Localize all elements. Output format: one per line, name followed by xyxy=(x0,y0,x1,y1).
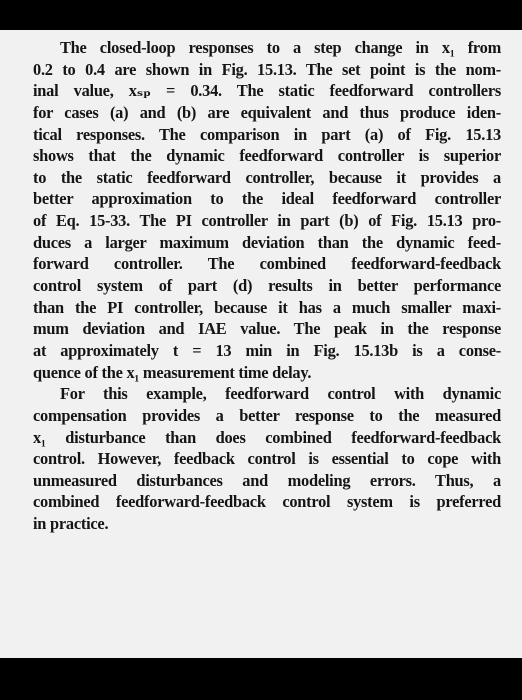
body-text xyxy=(33,37,501,535)
text-line: tical responses. The comparison in part (a) of Fig. 15.13 xyxy=(33,124,501,144)
text-line: of Eq. 15-33. The PI controller in part (b) of Fig. 15.13 pro- xyxy=(33,211,501,231)
text-line: better approximation to the ideal feedforward controller xyxy=(33,189,501,209)
text-line: combined feedforward-feedback control system is preferred xyxy=(33,492,501,512)
paragraph-2 xyxy=(33,383,501,534)
text-line: compensation provides a better response to the measured xyxy=(33,405,501,425)
text-line: control. However, feedback control is essential to cope with xyxy=(33,449,501,469)
text-line: quence of the x₁ measurement time delay. xyxy=(33,362,312,382)
text-line: for cases (a) and (b) are equivalent and thus produce iden- xyxy=(33,102,501,122)
page-scan xyxy=(0,30,522,658)
text-line: in practice. xyxy=(33,514,109,534)
bottom-black-border xyxy=(0,658,522,700)
text-line: duces a larger maximum deviation than the dynamic feed- xyxy=(33,232,501,252)
text-line: mum deviation and IAE value. The peak in the response xyxy=(33,319,501,339)
text-line: forward controller. The combined feedforward-feedback xyxy=(33,254,501,274)
text-line: to the static feedforward controller, because it provides a xyxy=(33,167,501,187)
text-line: x₁ disturbance than does combined feedforward-feedback xyxy=(33,427,501,447)
text-line: The closed-loop responses to a step change in x₁ from xyxy=(60,38,501,57)
text-line: than the PI controller, because it has a much smaller maxi- xyxy=(33,297,501,317)
top-black-border xyxy=(0,0,522,30)
text-line: shows that the dynamic feedforward controller is superior xyxy=(33,146,501,166)
text-line: For this example, feedforward control with dynamic xyxy=(60,384,501,404)
paragraph-1 xyxy=(33,37,501,383)
text-line: 0.2 to 0.4 are shown in Fig. 15.13. The set point is the nom- xyxy=(33,59,501,79)
text-line: control system of part (d) results in better performance xyxy=(33,276,501,296)
text-line: inal value, xₛₚ = 0.34. The static feedforward controllers xyxy=(33,81,501,101)
text-line: unmeasured disturbances and modeling errors. Thus, a xyxy=(33,470,501,490)
text-line: at approximately t = 13 min in Fig. 15.13b is a conse- xyxy=(33,340,501,360)
